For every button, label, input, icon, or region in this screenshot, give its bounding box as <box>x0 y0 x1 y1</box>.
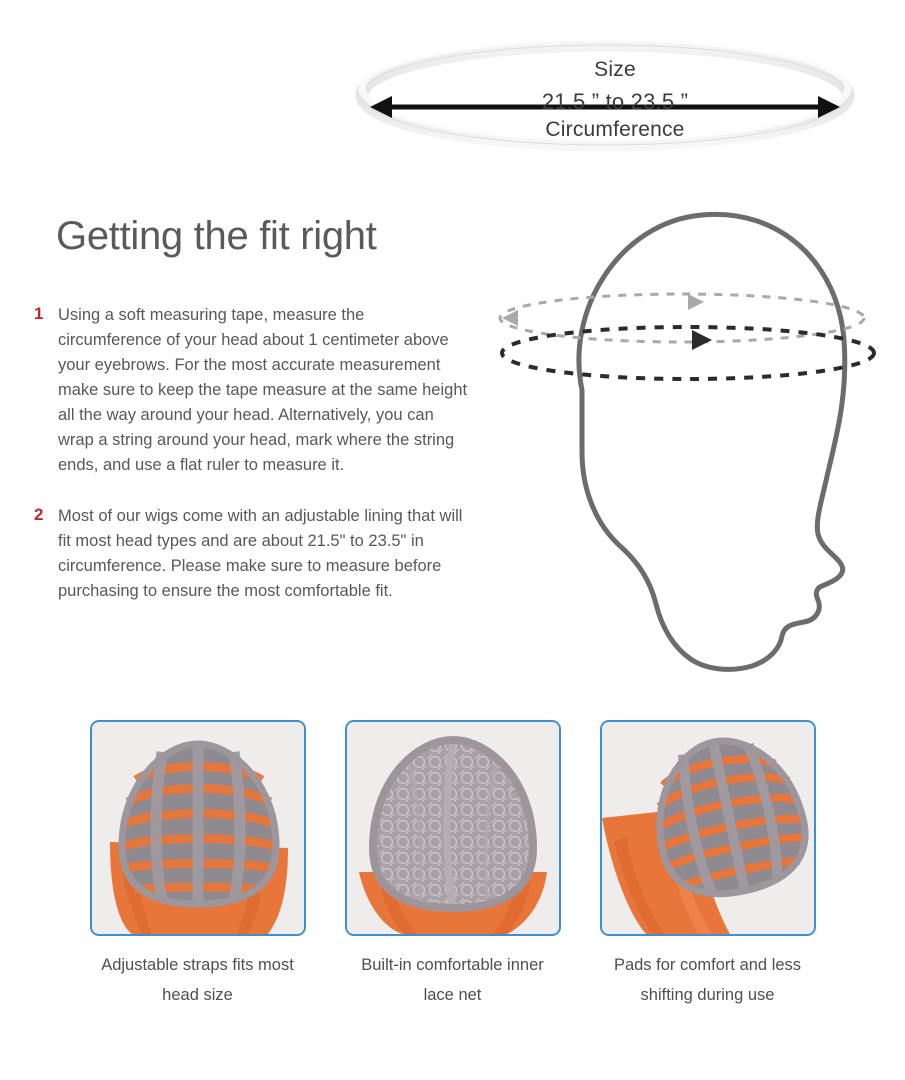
head-outline <box>579 214 845 669</box>
arrow-head-back-left <box>502 310 518 326</box>
step-number: 2 <box>34 505 44 524</box>
feature-card <box>345 720 561 1010</box>
size-callout-block <box>0 0 905 185</box>
step-text: Most of our wigs come with an adjustable lining that will fit most head types and are about 21.5" to 23.5" in circumference. Please make sure to measure before purchasing to ensure the most comfortable fit. <box>58 507 463 600</box>
head-profile-diagram <box>470 190 890 700</box>
size-circumference-label: Circumference <box>545 118 685 141</box>
arrow-head-front <box>692 330 712 350</box>
size-label: Size <box>594 58 636 81</box>
steps-list <box>30 303 470 630</box>
step-text: Using a soft measuring tape, measure the circumference of your head about 1 centimeter above your eyebrows. For the most accurate measurement make sure to keep the tape measure at the same height all the way around your head. Alternatively, you can wrap a string around your head, mark where the string ends, and use a flat ruler to measure it. <box>58 306 468 474</box>
wig-cap-image-lace <box>345 720 561 936</box>
arrow-head-back <box>688 294 704 310</box>
step-number: 1 <box>34 304 44 323</box>
list-item <box>30 303 470 478</box>
wig-cap-image-straps <box>90 720 306 936</box>
list-item <box>30 504 470 604</box>
feature-card-list <box>0 720 905 1010</box>
feature-caption: Pads for comfort and less shifting during use <box>613 956 802 1004</box>
feature-caption: Adjustable straps fits most head size <box>101 956 294 1004</box>
feature-card <box>90 720 306 1010</box>
size-value: 21.5 ” to 23.5 ” <box>541 89 689 114</box>
page-title: Getting the fit right <box>56 214 377 258</box>
feature-card <box>600 720 816 1010</box>
feature-caption: Built-in comfortable inner lace net <box>361 956 544 1004</box>
wig-cap-image-pads <box>600 720 816 936</box>
